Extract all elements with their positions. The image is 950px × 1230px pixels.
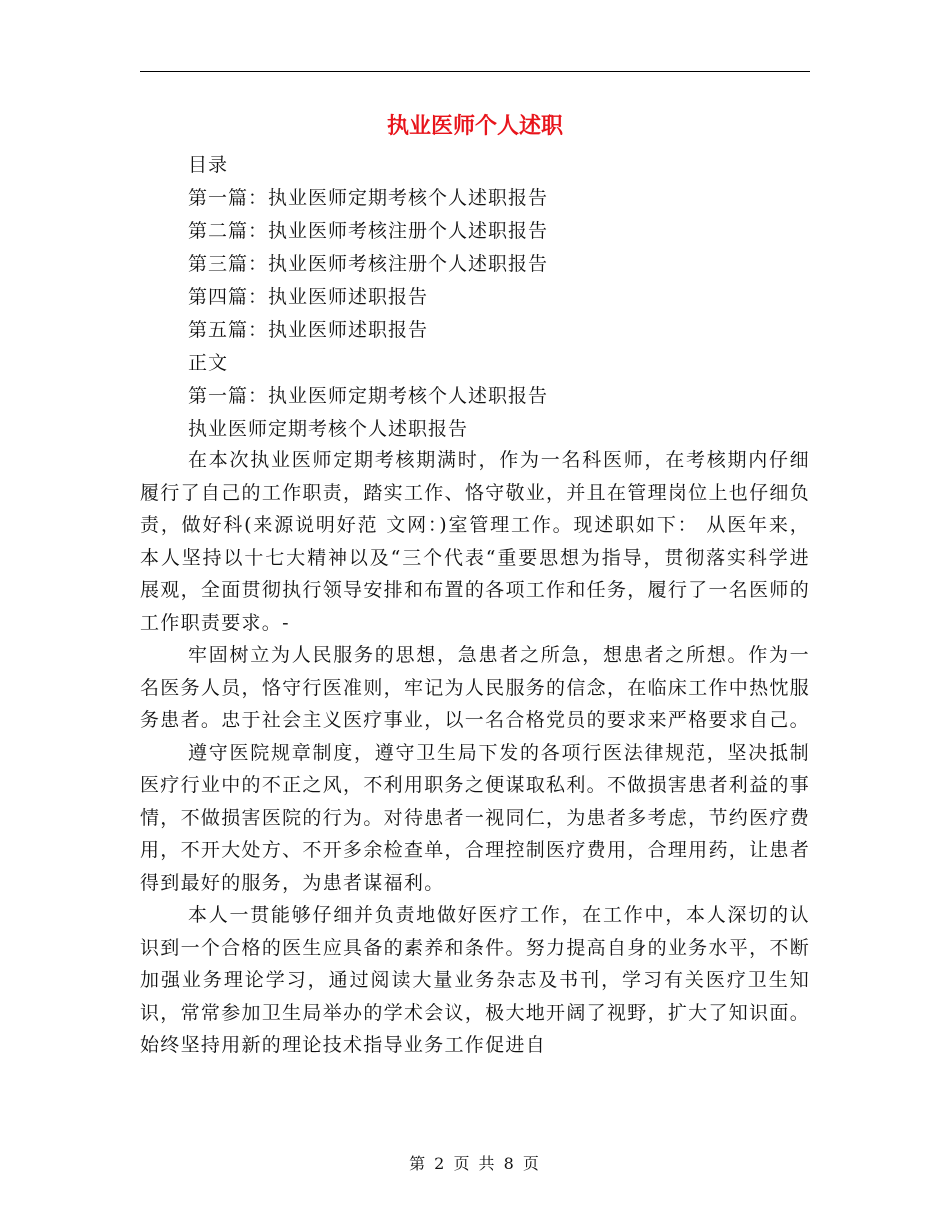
toc-item: 第一篇：执业医师定期考核个人述职报告: [188, 187, 549, 209]
page-number: 第 2 页 共 8 页: [409, 1154, 541, 1173]
section-subtitle: 执业医师定期考核个人述职报告: [188, 418, 469, 440]
toc-item: 第三篇：执业医师考核注册个人述职报告: [188, 253, 549, 275]
paragraph: 本人一贯能够仔细并负责地做好医疗工作，在工作中，本人深切的认识到一个合格的医生应具备的素养和条件。努力提高自身的业务水平，不断加强业务理论学习，通过阅读大量业务杂志及书刊，学习有关医疗卫生知识，常常参加卫生局举办的学术会议，极大地开阔了视野，扩大了知识面。始终坚持用新的理论技术指导业务工作促进自: [140, 904, 810, 1056]
header-rule: [140, 71, 810, 72]
toc-heading: 目录: [188, 154, 229, 176]
toc-item: 第五篇：执业医师述职报告: [188, 319, 429, 341]
table-of-contents: [188, 149, 810, 446]
paragraph: 牢固树立为人民服务的思想，急患者之所急，想患者之所想。作为一名医务人员，恪守行医准则，牢记为人民服务的信念，在临床工作中热忱服务患者。忠于社会主义医疗事业，以一名合格党员的要求来严格要求自己。: [140, 644, 810, 731]
paragraph: 遵守医院规章制度，遵守卫生局下发的各项行医法律规范，坚决抵制医疗行业中的不正之风，不利用职务之便谋取私利。不做损害患者利益的事情，不做损害医院的行为。对待患者一视同仁，为患者多考虑，节约医疗费用，不开大处方、不开多余检查单，合理控制医疗费用，合理用药，让患者得到最好的服务，为患者谋福利。: [140, 741, 810, 894]
document-title: 执业医师个人述职: [386, 113, 563, 139]
body-heading: 正文: [188, 352, 229, 374]
toc-item: 第二篇：执业医师考核注册个人述职报告: [188, 220, 549, 242]
paragraph: 在本次执业医师定期考核期满时，作为一名科医师，在考核期内仔细履行了自己的工作职责，踏实工作、恪守敬业，并且在管理岗位上也仔细负责，做好科(来源说明好范 文网：)室管理工作。现述职如下： 从医年来，本人坚持以十七大精神以及“三个代表“重要思想为指导，贯彻落实科学进展观，全面贯彻执行领导安排和布置的各项工作和任务，履行了一名医师的工作职责要求。-: [140, 449, 810, 634]
toc-item: 第四篇：执业医师述职报告: [188, 286, 429, 308]
body-text: [140, 444, 810, 1062]
section-heading: 第一篇：执业医师定期考核个人述职报告: [188, 385, 549, 407]
